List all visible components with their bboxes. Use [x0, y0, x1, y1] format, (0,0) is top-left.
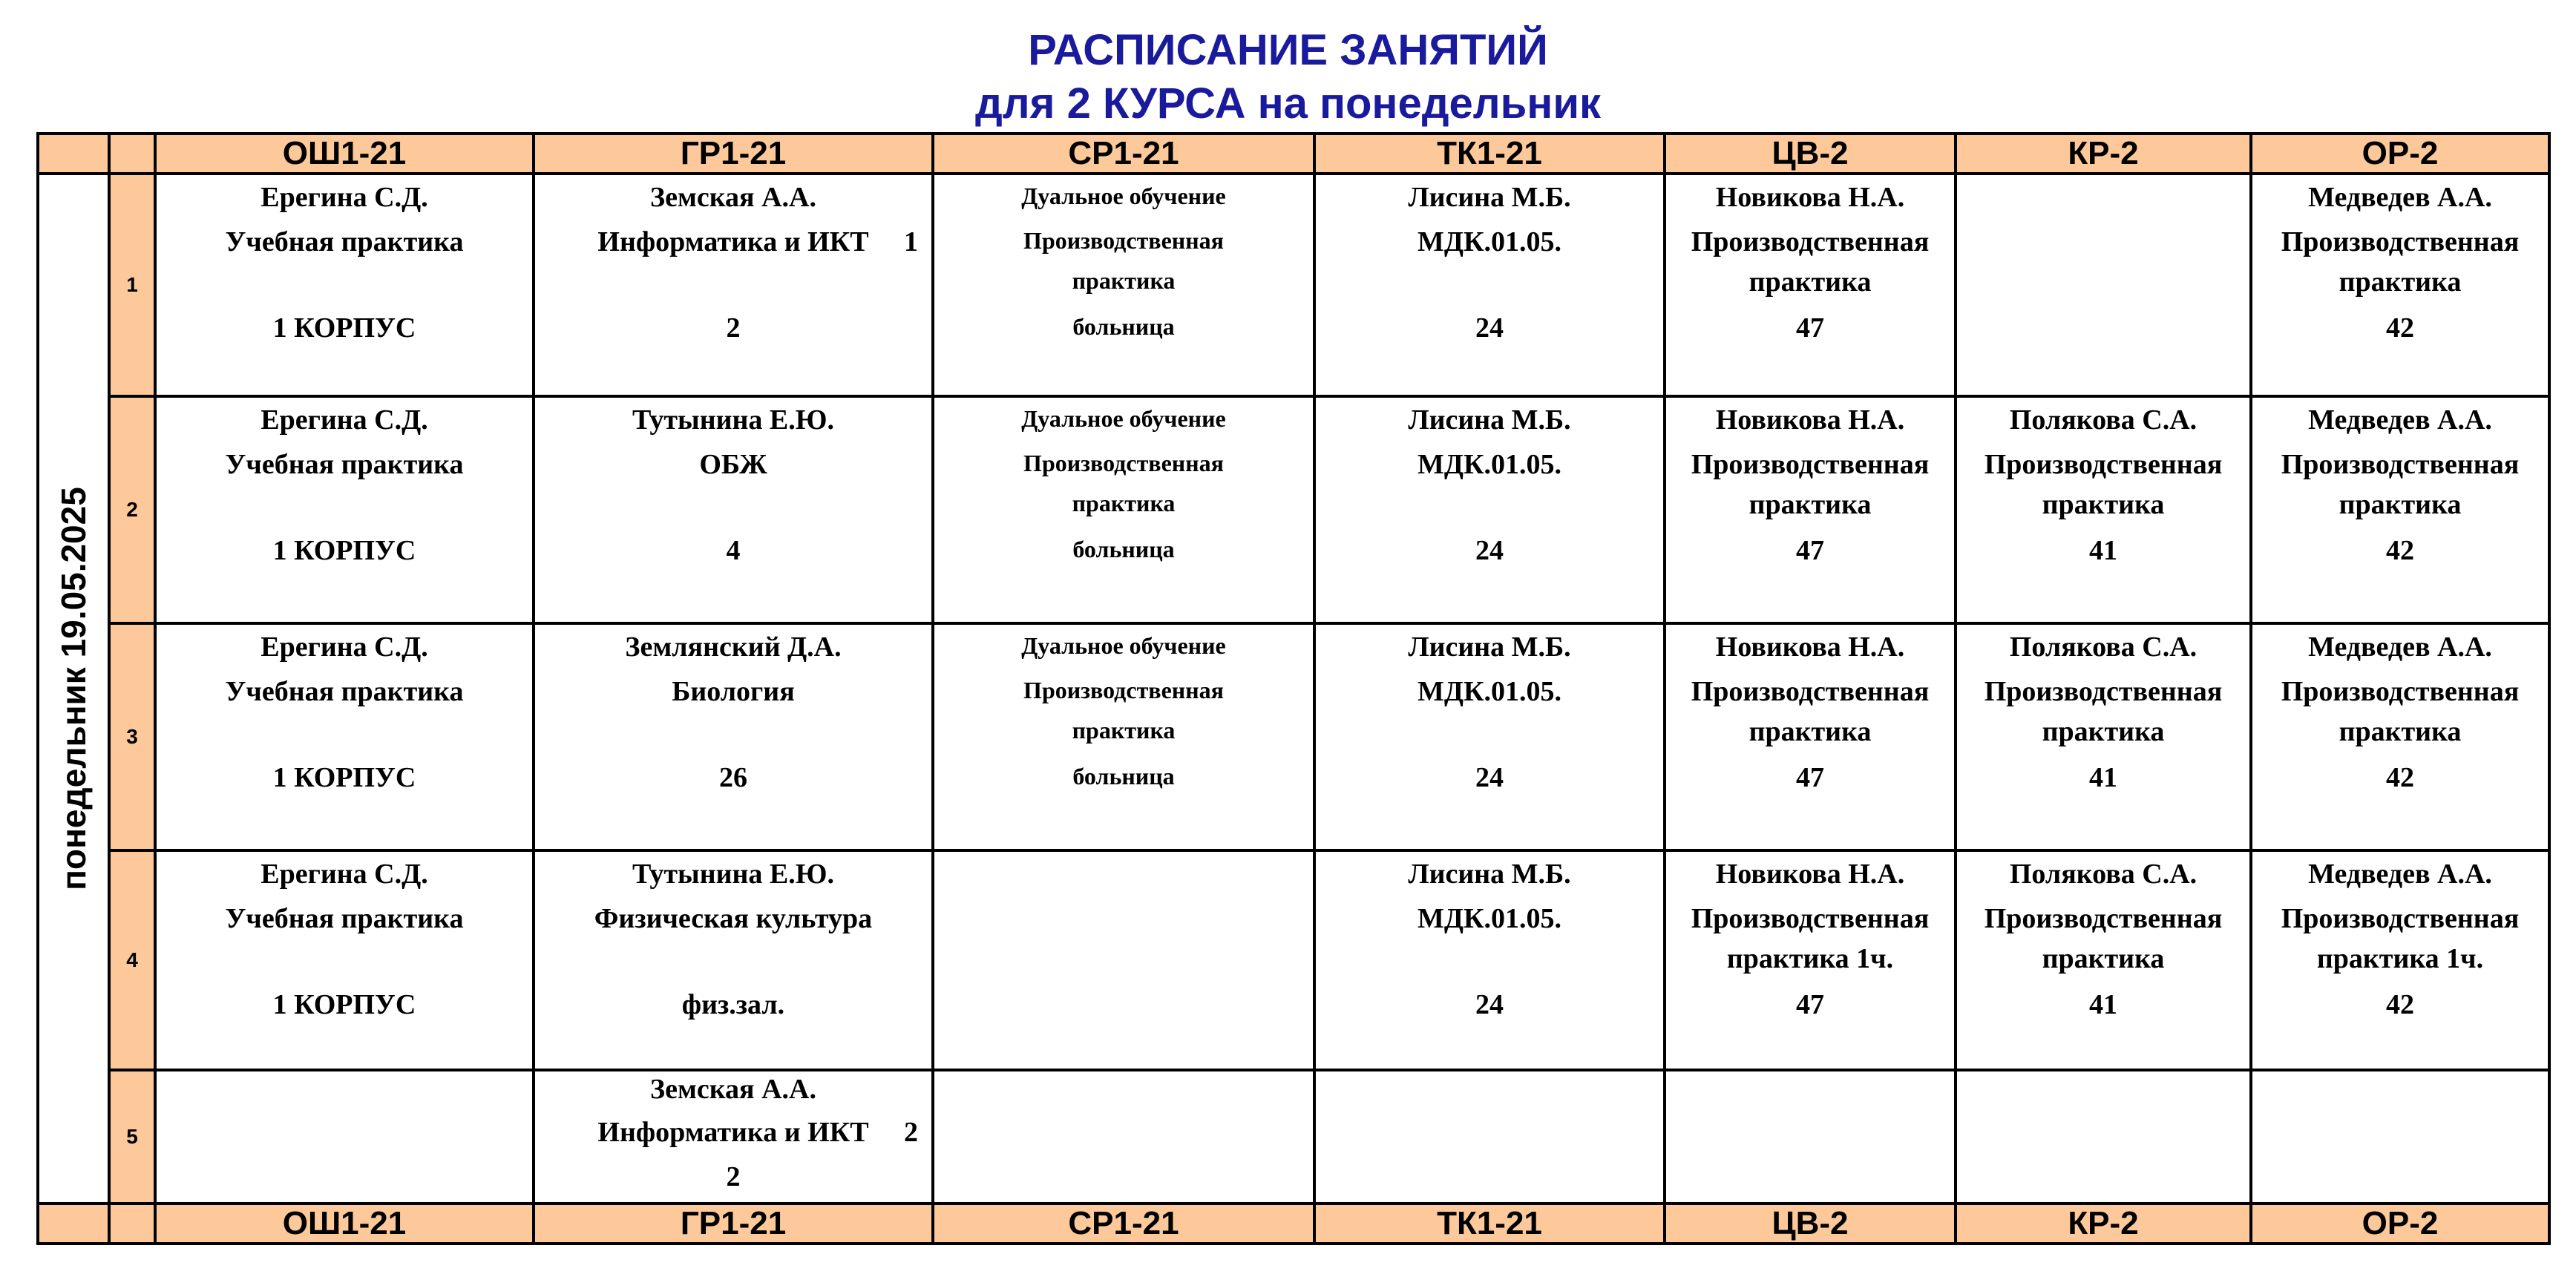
- lesson-cell: [933, 174, 1314, 396]
- group-header: ТК1-21: [1314, 134, 1665, 174]
- room: 1 КОРПУС: [272, 762, 416, 793]
- subject-name-cont: практика 1ч.: [2316, 943, 2484, 974]
- teacher-name: Лисина М.Б.: [1408, 404, 1571, 436]
- teacher-name: Новикова Н.А.: [1715, 859, 1905, 890]
- room: 41: [2089, 535, 2117, 566]
- group-header: СР1-21: [933, 134, 1314, 174]
- subject-name: Информатика и ИКТ: [597, 226, 869, 257]
- lesson-row: [38, 396, 2549, 623]
- lesson-cell: [534, 396, 933, 623]
- header-blank-cell: [109, 134, 155, 174]
- teacher-name: Медведев А.А.: [2308, 859, 2492, 890]
- header-blank-cell: [109, 1204, 155, 1244]
- teacher-name: Ерегина С.Д.: [260, 404, 428, 436]
- subject-name: Производственная: [2281, 449, 2520, 480]
- subject-name: Производственная: [1023, 450, 1224, 476]
- room: 42: [2386, 535, 2414, 566]
- lesson-cell: [1956, 850, 2251, 1070]
- subject-name: Производственная: [1984, 676, 2223, 707]
- subgroup-number: 1: [904, 226, 918, 257]
- subject-name: Учебная практика: [225, 903, 464, 934]
- teacher-name: Дуальное обучение: [1021, 632, 1226, 659]
- schedule-subtitle: для 2 КУРСА на понедельник: [974, 79, 1602, 128]
- lesson-number: 5: [109, 1070, 155, 1204]
- room: 47: [1796, 535, 1824, 566]
- room: 42: [2386, 312, 2414, 344]
- group-header: КР-2: [1956, 134, 2251, 174]
- teacher-name: Дуальное обучение: [1021, 183, 1226, 209]
- lesson-cell: [534, 174, 933, 396]
- lesson-number: 3: [109, 623, 155, 850]
- subject-name: Производственная: [1023, 677, 1224, 703]
- lesson-cell: [933, 396, 1314, 623]
- subject-name: Производственная: [1023, 227, 1224, 254]
- subject-name-cont: практика: [2042, 716, 2165, 747]
- subject-name: ОБЖ: [699, 449, 767, 480]
- lesson-cell: [1665, 623, 1956, 850]
- lesson-cell: [2251, 1070, 2549, 1204]
- teacher-name: Тутынина Е.Ю.: [632, 404, 835, 436]
- room: 24: [1475, 989, 1504, 1020]
- lesson-cell: [1665, 850, 1956, 1070]
- group-header: ОР-2: [2251, 134, 2549, 174]
- header-blank-cell: [38, 1204, 109, 1244]
- header-row-bottom: [38, 1204, 2549, 1244]
- lesson-cell: [2251, 850, 2549, 1070]
- lesson-cell: [534, 1070, 933, 1204]
- room: 24: [1475, 535, 1504, 566]
- lesson-row: [38, 1070, 2549, 1204]
- subject-name-cont: практика: [2042, 943, 2165, 974]
- lesson-cell: [155, 174, 534, 396]
- teacher-name: Ерегина С.Д.: [260, 182, 428, 213]
- teacher-name: Полякова С.А.: [2009, 631, 2198, 663]
- lesson-cell: [2251, 174, 2549, 396]
- lesson-cell: [2251, 623, 2549, 850]
- subject-name: Производственная: [2281, 903, 2520, 934]
- lesson-number: 4: [109, 850, 155, 1070]
- subject-name-cont: практика: [2339, 716, 2462, 747]
- subject-name-cont: практика: [1749, 716, 1872, 747]
- teacher-name: Лисина М.Б.: [1408, 859, 1571, 890]
- lesson-cell: [534, 623, 933, 850]
- lesson-cell: [1314, 396, 1665, 623]
- teacher-name: Полякова С.А.: [2009, 859, 2198, 890]
- room: 1 КОРПУС: [272, 312, 416, 344]
- teacher-name: Земская А.А.: [650, 182, 816, 213]
- teacher-name: Новикова Н.А.: [1715, 404, 1905, 436]
- teacher-name: Новикова Н.А.: [1715, 631, 1905, 663]
- subject-name: МДК.01.05.: [1417, 226, 1562, 257]
- room: 24: [1475, 312, 1504, 344]
- schedule-title: РАСПИСАНИЕ ЗАНЯТИЙ: [1028, 26, 1548, 74]
- room: 24: [1475, 762, 1504, 793]
- subject-name: Производственная: [1691, 903, 1930, 934]
- lesson-cell: [1665, 396, 1956, 623]
- subject-name: Производственная: [2281, 226, 2520, 257]
- subject-name: Физическая культура: [594, 903, 873, 934]
- lesson-number: 2: [109, 396, 155, 623]
- subject-name-cont: практика: [1072, 490, 1176, 516]
- subgroup-number: 2: [904, 1117, 918, 1148]
- room: физ.зал.: [681, 989, 785, 1020]
- room: 26: [719, 762, 747, 793]
- lesson-cell: [1665, 1070, 1956, 1204]
- group-header: ГР1-21: [534, 1204, 933, 1244]
- room: 2: [726, 1161, 741, 1192]
- lesson-cell: [933, 623, 1314, 850]
- lesson-cell: [534, 850, 933, 1070]
- subject-name: Производственная: [1691, 676, 1930, 707]
- room: 42: [2386, 989, 2414, 1020]
- subject-name-cont: практика: [2042, 489, 2165, 520]
- lesson-cell: [1314, 850, 1665, 1070]
- group-header: ОШ1-21: [155, 134, 534, 174]
- group-header: ГР1-21: [534, 134, 933, 174]
- subject-name: Производственная: [1984, 449, 2223, 480]
- room: 47: [1796, 762, 1824, 793]
- lesson-cell: [933, 850, 1314, 1070]
- room: 1 КОРПУС: [272, 989, 416, 1020]
- day-cell: [38, 174, 109, 1204]
- day-label: понедельник 19.05.2025: [54, 487, 93, 890]
- subject-name-cont: практика: [2339, 266, 2462, 298]
- teacher-name: Медведев А.А.: [2308, 631, 2492, 663]
- teacher-name: Медведев А.А.: [2308, 182, 2492, 213]
- subject-name-cont: практика: [1072, 717, 1176, 744]
- lesson-cell: [933, 1070, 1314, 1204]
- subject-name: МДК.01.05.: [1417, 903, 1562, 934]
- teacher-name: Лисина М.Б.: [1408, 182, 1571, 213]
- lesson-cell: [1956, 623, 2251, 850]
- teacher-name: Ерегина С.Д.: [260, 631, 428, 663]
- lesson-cell: [1665, 174, 1956, 396]
- subject-name-cont: практика: [1749, 489, 1872, 520]
- room: 47: [1796, 989, 1824, 1020]
- subject-name-cont: практика: [2339, 489, 2462, 520]
- subject-name: Учебная практика: [225, 226, 464, 257]
- subject-name: Биология: [672, 676, 795, 707]
- room: 1 КОРПУС: [272, 535, 416, 566]
- subject-name: МДК.01.05.: [1417, 449, 1562, 480]
- lesson-row: [38, 623, 2549, 850]
- lesson-cell: [1314, 174, 1665, 396]
- subject-name: Учебная практика: [225, 449, 464, 480]
- lesson-cell: [1314, 1070, 1665, 1204]
- teacher-name: Ерегина С.Д.: [260, 859, 428, 890]
- group-header: ТК1-21: [1314, 1204, 1665, 1244]
- group-header: КР-2: [1956, 1204, 2251, 1244]
- room: больница: [1072, 313, 1175, 340]
- lesson-row: [38, 850, 2549, 1070]
- subject-name: Производственная: [1691, 449, 1930, 480]
- lesson-cell: [1314, 623, 1665, 850]
- room: 2: [726, 312, 741, 344]
- lesson-cell: [2251, 396, 2549, 623]
- subject-name: Учебная практика: [225, 676, 464, 707]
- subject-name: Производственная: [1984, 903, 2223, 934]
- lesson-cell: [155, 1070, 534, 1204]
- lesson-row: [38, 174, 2549, 396]
- room: 47: [1796, 312, 1824, 344]
- teacher-name: Тутынина Е.Ю.: [632, 859, 835, 890]
- schedule-table: [36, 132, 2551, 1245]
- lesson-cell: [1956, 396, 2251, 623]
- teacher-name: Новикова Н.А.: [1715, 182, 1905, 213]
- teacher-name: Землянский Д.А.: [625, 631, 842, 663]
- lesson-cell: [1956, 174, 2251, 396]
- subject-name: Производственная: [2281, 676, 2520, 707]
- teacher-name: Медведев А.А.: [2308, 404, 2492, 436]
- subject-name: Производственная: [1691, 226, 1930, 257]
- subject-name: Информатика и ИКТ: [597, 1117, 869, 1148]
- group-header: ЦВ-2: [1665, 134, 1956, 174]
- room: больница: [1072, 763, 1175, 790]
- teacher-name: Лисина М.Б.: [1408, 631, 1571, 663]
- lesson-cell: [155, 623, 534, 850]
- header-row-top: [38, 134, 2549, 174]
- room: больница: [1072, 536, 1175, 562]
- subject-name: МДК.01.05.: [1417, 676, 1562, 707]
- teacher-name: Земская А.А.: [650, 1074, 816, 1105]
- group-header: ЦВ-2: [1665, 1204, 1956, 1244]
- lesson-cell: [1956, 1070, 2251, 1204]
- room: 42: [2386, 762, 2414, 793]
- lesson-cell: [155, 396, 534, 623]
- teacher-name: Полякова С.А.: [2009, 404, 2198, 436]
- group-header: СР1-21: [933, 1204, 1314, 1244]
- subject-name-cont: практика 1ч.: [1726, 943, 1894, 974]
- teacher-name: Дуальное обучение: [1021, 405, 1226, 432]
- room: 41: [2089, 762, 2117, 793]
- room: 41: [2089, 989, 2117, 1020]
- subject-name-cont: практика: [1072, 267, 1176, 294]
- group-header: ОР-2: [2251, 1204, 2549, 1244]
- subject-name-cont: практика: [1749, 266, 1872, 298]
- room: 4: [726, 535, 741, 566]
- lesson-cell: [155, 850, 534, 1070]
- group-header: ОШ1-21: [155, 1204, 534, 1244]
- lesson-number: 1: [109, 174, 155, 396]
- header-blank-cell: [38, 134, 109, 174]
